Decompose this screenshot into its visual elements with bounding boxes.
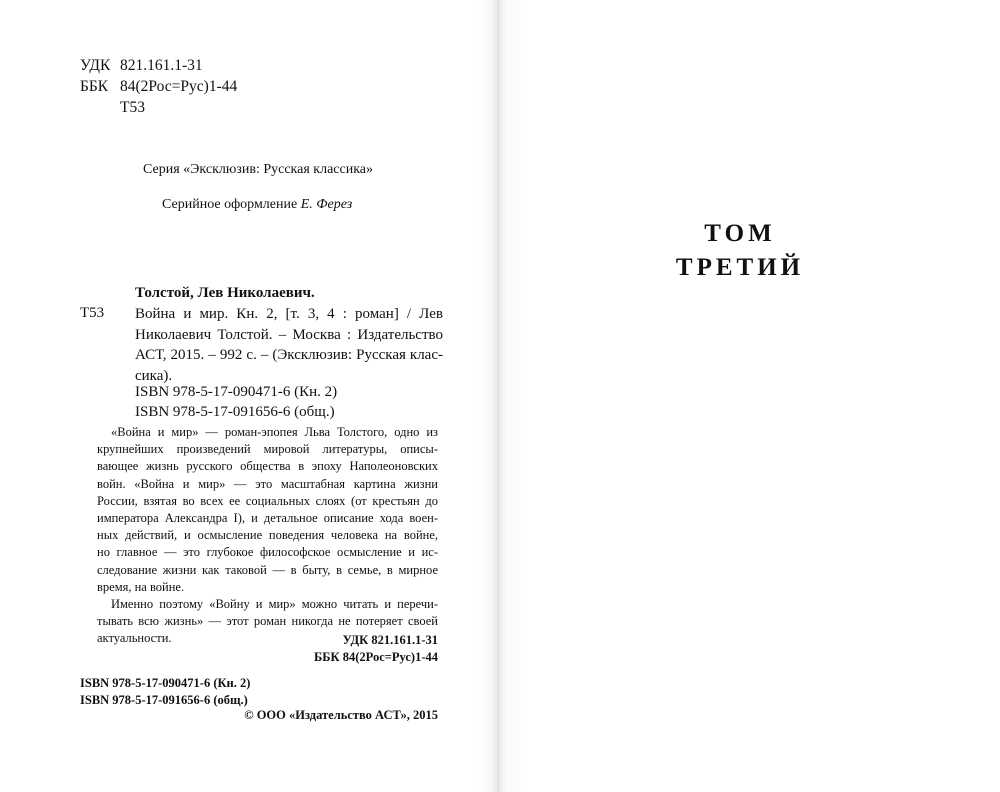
annotation-line: тывать всю жизнь» — этот роман никогда не потеряет своей xyxy=(97,614,438,629)
annotation-line: следование жизни как таковой — в быту, в семье, в мирное xyxy=(97,562,438,577)
right-page xyxy=(498,0,1000,792)
footer-bbk: ББК 84(2Рос=Рус)1-44 xyxy=(314,650,438,664)
isbn-block xyxy=(135,383,337,422)
biblio-line: Война и мир. Кн. 2, [т. 3, 4 : роман] / Лев xyxy=(135,306,443,322)
bibliographic-description xyxy=(135,304,443,386)
isbn-line: ISBN 978-5-17-090471-6 (Кн. 2) xyxy=(135,384,338,400)
annotation xyxy=(97,424,438,648)
annotation-line: но главное — это глубокое философское осмысление и ис- xyxy=(97,545,438,560)
bibliographic-author: Толстой, Лев Николаевич. xyxy=(135,285,315,301)
biblio-line: АСТ, 2015. – 992 с. – (Эксклюзив: Русская клас- xyxy=(135,347,443,363)
annotation-line: императора Александра I), и детальное описание хода воен- xyxy=(97,511,438,526)
bbk-code: ББК xyxy=(80,78,109,95)
design-credit xyxy=(162,197,352,213)
design-label: Серийное оформление xyxy=(162,197,301,212)
annotation-line: время, на войне. xyxy=(97,579,185,594)
bbk-row xyxy=(80,76,237,97)
udk-row xyxy=(80,55,237,76)
annotation-line: Именно поэтому «Войну и мир» можно читать и перечи- xyxy=(111,597,438,612)
footer-isbn-1: ISBN 978-5-17-090471-6 (Кн. 2) xyxy=(80,676,251,690)
udk-value: 821.161.1-31 xyxy=(120,57,203,74)
annotation-line: актуальности. xyxy=(97,631,172,646)
footer-isbn-2: ISBN 978-5-17-091656-6 (общ.) xyxy=(80,693,248,707)
volume-title-line-1: ТОМ xyxy=(704,220,776,247)
annotation-line: «Война и мир» — роман-эпопея Льва Толстого, одно из xyxy=(111,425,438,439)
annotation-line: войн. «Война и мир» — это масштабная картина жизни xyxy=(97,476,438,491)
biblio-line: Николаевич Толстой. – Москва : Издательство xyxy=(135,326,443,343)
footer-udk: УДК 821.161.1-31 xyxy=(342,633,438,647)
author-sign: Т53 xyxy=(120,99,145,116)
bbk-value: 84(2Рос=Рус)1-44 xyxy=(120,78,238,95)
left-page xyxy=(0,0,498,792)
volume-title xyxy=(620,217,860,285)
classification-block xyxy=(80,55,237,118)
isbn-line: ISBN 978-5-17-091656-6 (общ.) xyxy=(135,403,335,420)
annotation-line: ных действий, и осмысление поведения человека на войне, xyxy=(97,528,438,543)
bibliographic-cipher: Т53 xyxy=(80,305,105,321)
author-sign-row xyxy=(80,97,237,118)
copyright-line: © ООО «Издательство АСТ», 2015 xyxy=(244,708,438,722)
series-line: Серия «Эксклюзив: Русская классика» xyxy=(143,162,374,177)
volume-title-line-2: ТРЕТИЙ xyxy=(675,254,805,281)
design-author: Е. Ферез xyxy=(300,197,353,212)
udk-code: УДК xyxy=(80,57,111,74)
biblio-line: сика). xyxy=(135,367,173,384)
annotation-line: вающее жизнь русского общества в эпоху Наполеоновских xyxy=(97,459,438,474)
annotation-line: России, взятая во всех ее социальных слоях (от крестьян до xyxy=(97,493,438,508)
annotation-line: крупнейших произведений мировой литературы, описы- xyxy=(97,442,438,457)
